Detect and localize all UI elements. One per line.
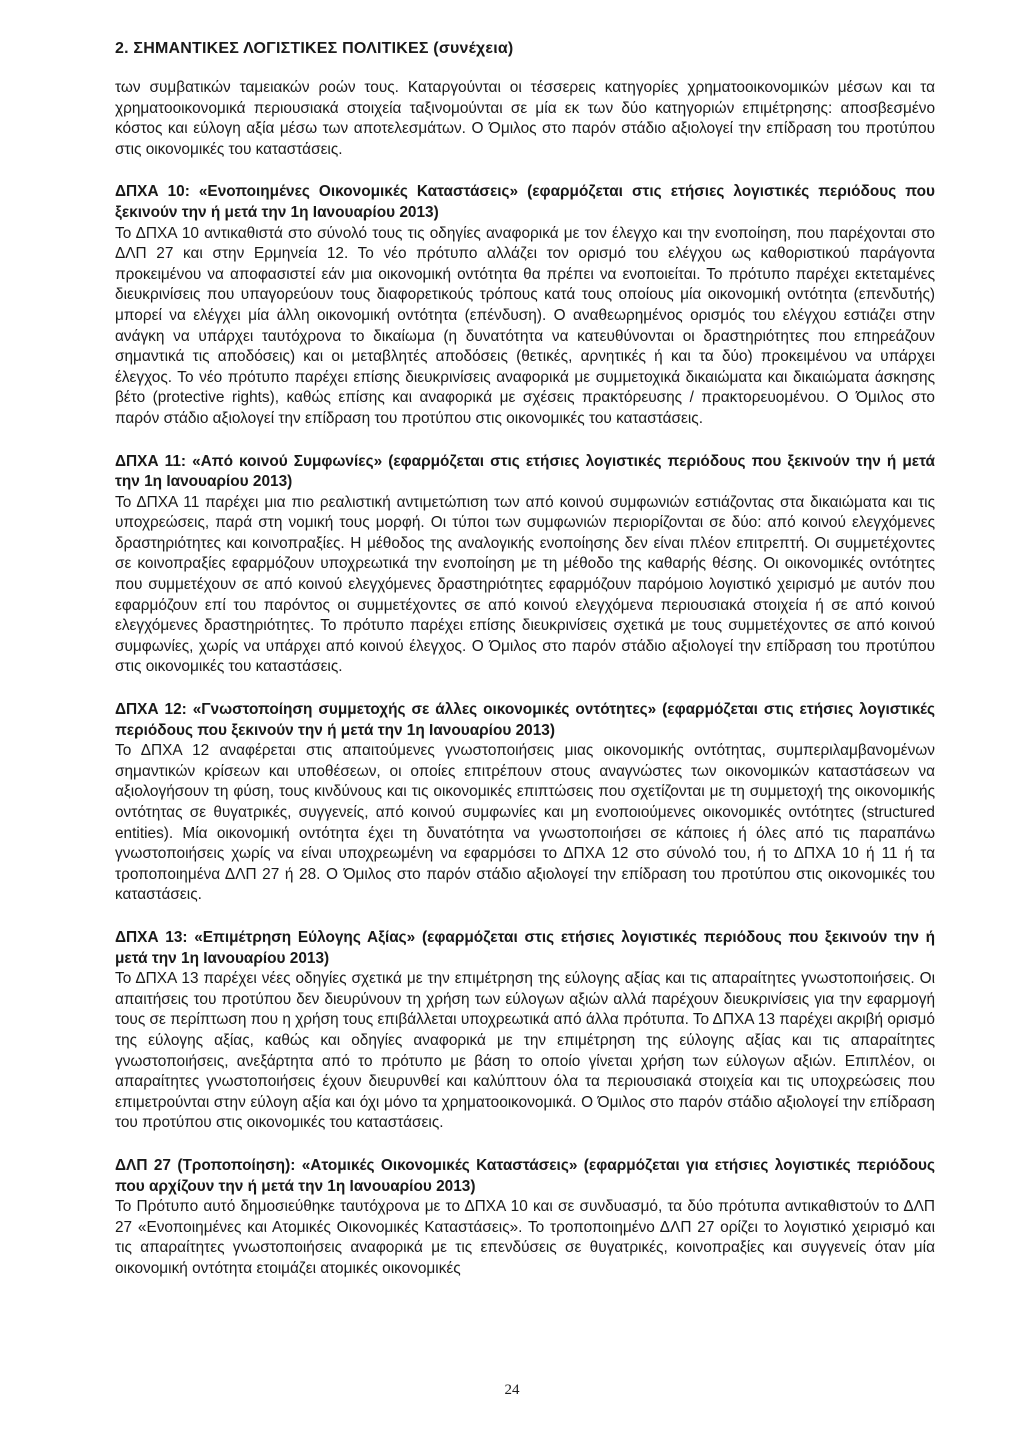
section-title: ΔΠΧΑ 10: «Ενοποιημένες Οικονομικές Καταστάσεις» (εφαρμόζεται στις ετήσιες λογιστικές περιόδους που ξεκινούν την ή μετά την 1η Ιανουαρίου 2013) [115, 183, 935, 221]
section-body: Το Πρότυπο αυτό δημοσιεύθηκε ταυτόχρονα με το ΔΠΧΑ 10 και σε συνδυασμό, τα δύο πρότυπα αντικαθιστούν το ΔΛΠ 27 «Ενοποιημένες και Ατομικές Οικονομικές Καταστάσεις». Το τροποποιημένο ΔΛΠ 27 ορίζει το λογιστικό χειρισμό και τις απαραίτητες γνωστοποιήσεις αναφορικά με τις επενδύσεις σε θυγατρικές, κοινοπραξίες και συγγενείς όταν μία οικονομική οντότητα ετοιμάζει ατομικές οικονομικές [115, 1198, 935, 1277]
section-title: ΔΛΠ 27 (Τροποποίηση): «Ατομικές Οικονομικές Καταστάσεις» (εφαρμόζεται για ετήσιες λογιστικές περιόδους που αρχίζουν την ή μετά την 1η Ιανουαρίου 2013) [115, 1156, 935, 1195]
section-title: ΔΠΧΑ 12: «Γνωστοποίηση συμμετοχής σε άλλες οικονομικές οντότητες» (εφαρμόζεται στις ετήσιες λογιστικές περιόδους που ξεκινούν την ή μετά την 1η Ιανουαρίου 2013) [115, 701, 935, 739]
page-number: 24 [504, 1382, 520, 1398]
section-title: ΔΠΧΑ 13: «Επιμέτρηση Εύλογης Αξίας» (εφαρμόζεται στις ετήσιες λογιστικές περιόδους που ξεκινούν την ή μετά την 1η Ιανουαρίου 2013) [115, 928, 935, 967]
section-body: Το ΔΠΧΑ 10 αντικαθιστά στο σύνολό τους τις οδηγίες αναφορικά με τον έλεγχο και την ενοποίηση, που παρέχονται στο ΔΛΠ 27 και στην Ερμηνεία 12. Το νέο πρότυπο αλλάζει τον ορισμό του ελέγχου ως καθοριστικού παράγοντα προκειμένου να αποφασιστεί εάν μια οικονομική οντότητα θα πρέπει να ενοποιείται. Το πρότυπο παρέχει εκτεταμένες διευκρινίσεις που υπαγορεύουν τους διαφορετικούς τρόπους κατά τους οποίους μία οικονομική οντότητα (επενδυτής) μπορεί να ελέγχει μία άλλη οικονομική οντότητα (επένδυση). Ο αναθεωρημένος ορισμός του ελέγχου εστιάζει στην ανάγκη να υπάρχει ταυτόχρονα το δικαίωμα (η δυνατότητα να κατευθύνονται οι δραστηριότητες που επηρεάζουν σημαντικά τις αποδόσεις) και οι μεταβλητές αποδόσεις (θετικές, αρνητικές ή και τα δύο) προκειμένου να υπάρχει έλεγχος. Το νέο πρότυπο παρέχει επίσης διευκρινίσεις αναφορικά με συμμετοχικά δικαιώματα και δικαιώματα άσκησης βέτο (protective rights), καθώς επίσης και αναφορικά με σχέσεις πρακτόρευσης / πρακτορευομένου. Ο Όμιλος στο παρόν στάδιο αξιολογεί την επίδραση του προτύπου στις οικονομικές του καταστάσεις. [115, 224, 935, 427]
section-body: Το ΔΠΧΑ 12 αναφέρεται στις απαιτούμενες γνωστοποιήσεις μιας οικονομικής οντότητας, συμπεριλαμβανομένων σημαντικών κρίσεων και υποθέσεων, οι οποίες επιτρέπουν στους αναγνώστες των οικονομικών καταστάσεων να αξιολογήσουν τη φύση, τους κινδύνους και τις οικονομικές επιπτώσεις που σχετίζονται με τη συμμετοχή της οικονομικής οντότητας σε θυγατρικές, συγγενείς, από κοινού συμφωνίες και μη ενοποιούμενες οικονομικές οντότητες (structured entities). Μία οικονομική οντότητα έχει τη δυνατότητα να γνωστοποιήσει σε κάποιες ή όλες από τις παραπάνω γνωστοποιήσεις χωρίς να είναι υποχρεωμένη να εφαρμόσει το ΔΠΧΑ 12 στο σύνολό του, ή το ΔΠΧΑ 10 ή 11 ή τα τροποποιημένα ΔΛΠ 27 ή 28. Ο Όμιλος στο παρόν στάδιο αξιολογεί την επίδραση του προτύπου στις οικονομικές του καταστάσεις. [115, 742, 935, 904]
intro-paragraph: των συμβατικών ταμειακών ροών τους. Καταργούνται οι τέσσερεις κατηγορίες χρηματοοικονομικών μέσων και τα χρηματοοικονομικά περιουσιακά στοιχεία ταξινομούνται σε μία εκ των δύο κατηγοριών επιμέτρησης: αποσβεσμένο κόστος και εύλογη αξία μέσω των αποτελεσμάτων. Ο Όμιλος στο παρόν στάδιο αξιολογεί την επίδραση του προτύπου στις οικονομικές του καταστάσεις. [115, 79, 935, 158]
section-ifrs-12 [115, 700, 935, 906]
section-ias-27 [115, 1156, 935, 1280]
section-ifrs-13 [115, 928, 935, 1134]
section-ifrs-11 [115, 452, 935, 679]
document-page [115, 40, 935, 1279]
section-title: ΔΠΧΑ 11: «Από κοινού Συμφωνίες» (εφαρμόζεται στις ετήσιες λογιστικές περιόδους που ξεκινούν την ή μετά την 1η Ιανουαρίου 2013) [115, 452, 935, 491]
page-header: 2. ΣΗΜΑΝΤΙΚΕΣ ΛΟΓΙΣΤΙΚΕΣ ΠΟΛΙΤΙΚΕΣ (συνέχεια) [115, 40, 514, 57]
section-body: Το ΔΠΧΑ 11 παρέχει μια πιο ρεαλιστική αντιμετώπιση των από κοινού συμφωνιών εστιάζοντας στα δικαιώματα και τις υποχρεώσεις, παρά στη νομική τους μορφή. Οι τύποι των συμφωνιών περιορίζονται σε δύο: από κοινού ελεγχόμενες δραστηριότητες και κοινοπραξίες. Η μέθοδος της αναλογικής ενοποίησης δεν είναι πλέον επιτρεπτή. Οι συμμετέχοντες σε κοινοπραξίες εφαρμόζουν υποχρεωτικά την ενοποίηση με τη μέθοδο της καθαρής θέσης. Οι οικονομικές οντότητες που συμμετέχουν σε από κοινού ελεγχόμενες δραστηριότητες εφαρμόζουν παρόμοιο λογιστικό χειρισμό με αυτόν που εφαρμόζουν επί του παρόντος οι συμμετέχοντες σε από κοινού ελεγχόμενα περιουσιακά στοιχεία ή σε από κοινού ελεγχόμενες δραστηριότητες. Το πρότυπο παρέχει επίσης διευκρινίσεις σχετικά με τους συμμετέχοντες σε από κοινού συμφωνίες, χωρίς να υπάρχει από κοινού έλεγχος. Ο Όμιλος στο παρόν στάδιο αξιολογεί την επίδραση του προτύπου στις οικονομικές του καταστάσεις. [115, 493, 935, 676]
section-ifrs-10 [115, 182, 935, 429]
section-body: Το ΔΠΧΑ 13 παρέχει νέες οδηγίες σχετικά με την επιμέτρηση της εύλογης αξίας και τις απαραίτητες γνωστοποιήσεις. Οι απαιτήσεις του προτύπου δεν διευρύνουν τη χρήση των εύλογων αξιών αλλά παρέχουν διευκρινίσεις για την εφαρμογή τους σε περίπτωση που η χρήση τους επιβάλλεται υποχρεωτικά από άλλα πρότυπα. Το ΔΠΧΑ 13 παρέχει ακριβή ορισμό της εύλογης αξίας, καθώς και οδηγίες αναφορικά με την επιμέτρηση της εύλογης αξίας και τις απαραίτητες γνωστοποιήσεις, ανεξάρτητα από το πρότυπο με βάση το οποίο γίνεται χρήση των εύλογων αξιών. Επιπλέον, οι απαραίτητες γνωστοποιήσεις έχουν διευρυνθεί και καλύπτουν όλα τα περιουσιακά στοιχεία και τις υποχρεώσεις που επιμετρούνται στην εύλογη αξία και όχι μόνο τα χρηματοοικονομικά. Ο Όμιλος στο παρόν στάδιο αξιολογεί την επίδραση του προτύπου στις οικονομικές του καταστάσεις. [115, 970, 935, 1132]
